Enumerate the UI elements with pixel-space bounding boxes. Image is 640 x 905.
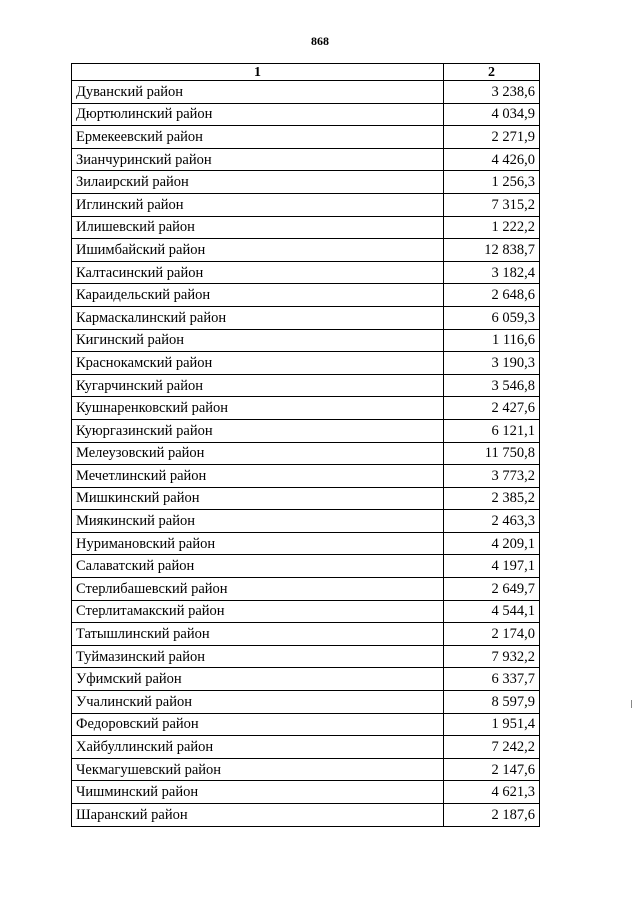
table-row xyxy=(72,713,540,736)
district-value-cell: 2 271,9 xyxy=(444,126,540,149)
table-row xyxy=(72,758,540,781)
table-row xyxy=(72,645,540,668)
district-value-cell: 7 242,2 xyxy=(444,736,540,759)
district-value-cell: 12 838,7 xyxy=(444,239,540,262)
district-name-cell: Ермекеевский район xyxy=(72,126,444,149)
district-value-cell: 2 649,7 xyxy=(444,578,540,601)
table-row xyxy=(72,578,540,601)
district-value-cell: 3 190,3 xyxy=(444,352,540,375)
district-name-cell: Ишимбайский район xyxy=(72,239,444,262)
district-value-cell: 2 187,6 xyxy=(444,804,540,827)
district-value-cell: 7 315,2 xyxy=(444,193,540,216)
table-row xyxy=(72,239,540,262)
table-row xyxy=(72,736,540,759)
table-body xyxy=(72,81,540,827)
district-name-cell: Мелеузовский район xyxy=(72,442,444,465)
district-name-cell: Хайбуллинский район xyxy=(72,736,444,759)
column-header-value: 2 xyxy=(444,64,540,81)
table-row xyxy=(72,103,540,126)
column-header-name: 1 xyxy=(72,64,444,81)
district-values-table xyxy=(71,63,540,827)
district-value-cell: 2 147,6 xyxy=(444,758,540,781)
district-name-cell: Мечетлинский район xyxy=(72,465,444,488)
district-value-cell: 4 197,1 xyxy=(444,555,540,578)
district-value-cell: 2 463,3 xyxy=(444,510,540,533)
district-name-cell: Дюртюлинский район xyxy=(72,103,444,126)
table-row xyxy=(72,668,540,691)
table-row xyxy=(72,397,540,420)
table-row xyxy=(72,193,540,216)
district-value-cell: 8 597,9 xyxy=(444,691,540,714)
district-value-cell: 2 648,6 xyxy=(444,284,540,307)
table-header-row xyxy=(72,64,540,81)
table-row xyxy=(72,804,540,827)
edge-mark xyxy=(631,700,632,708)
page-number: 868 xyxy=(311,34,329,48)
district-value-cell: 4 034,9 xyxy=(444,103,540,126)
table-row xyxy=(72,442,540,465)
district-name-cell: Татышлинский район xyxy=(72,623,444,646)
district-value-cell: 2 385,2 xyxy=(444,487,540,510)
district-value-cell: 4 621,3 xyxy=(444,781,540,804)
table-row xyxy=(72,171,540,194)
district-name-cell: Салаватский район xyxy=(72,555,444,578)
district-value-cell: 11 750,8 xyxy=(444,442,540,465)
district-name-cell: Стерлитамакский район xyxy=(72,600,444,623)
table-row xyxy=(72,532,540,555)
district-name-cell: Кигинский район xyxy=(72,329,444,352)
district-value-cell: 1 222,2 xyxy=(444,216,540,239)
district-name-cell: Шаранский район xyxy=(72,804,444,827)
table-row xyxy=(72,374,540,397)
district-name-cell: Кушнаренковский район xyxy=(72,397,444,420)
district-name-cell: Миякинский район xyxy=(72,510,444,533)
table-row xyxy=(72,781,540,804)
district-name-cell: Туймазинский район xyxy=(72,645,444,668)
district-value-cell: 7 932,2 xyxy=(444,645,540,668)
district-name-cell: Уфимский район xyxy=(72,668,444,691)
district-name-cell: Нуримановский район xyxy=(72,532,444,555)
district-name-cell: Калтасинский район xyxy=(72,261,444,284)
district-name-cell: Илишевский район xyxy=(72,216,444,239)
district-value-cell: 2 174,0 xyxy=(444,623,540,646)
table-row xyxy=(72,691,540,714)
district-name-cell: Кармаскалинский район xyxy=(72,306,444,329)
district-name-cell: Чишминский район xyxy=(72,781,444,804)
table-row xyxy=(72,261,540,284)
district-name-cell: Караидельский район xyxy=(72,284,444,307)
district-value-cell: 3 773,2 xyxy=(444,465,540,488)
district-value-cell: 4 544,1 xyxy=(444,600,540,623)
table-row xyxy=(72,555,540,578)
district-name-cell: Учалинский район xyxy=(72,691,444,714)
table-row xyxy=(72,510,540,533)
table-row xyxy=(72,600,540,623)
district-value-cell: 1 951,4 xyxy=(444,713,540,736)
district-value-cell: 1 116,6 xyxy=(444,329,540,352)
table-row xyxy=(72,81,540,104)
table-row xyxy=(72,126,540,149)
district-value-cell: 6 337,7 xyxy=(444,668,540,691)
district-value-cell: 6 059,3 xyxy=(444,306,540,329)
district-name-cell: Куюргазинский район xyxy=(72,419,444,442)
district-name-cell: Дуванский район xyxy=(72,81,444,104)
district-name-cell: Зилаирский район xyxy=(72,171,444,194)
district-value-cell: 2 427,6 xyxy=(444,397,540,420)
district-name-cell: Краснокамский район xyxy=(72,352,444,375)
table-row xyxy=(72,216,540,239)
table-row xyxy=(72,306,540,329)
district-name-cell: Мишкинский район xyxy=(72,487,444,510)
district-value-cell: 3 238,6 xyxy=(444,81,540,104)
district-name-cell: Кугарчинский район xyxy=(72,374,444,397)
district-name-cell: Чекмагушевский район xyxy=(72,758,444,781)
table-row xyxy=(72,419,540,442)
district-value-cell: 3 546,8 xyxy=(444,374,540,397)
table-row xyxy=(72,487,540,510)
table-row xyxy=(72,329,540,352)
table-row xyxy=(72,284,540,307)
district-name-cell: Иглинский район xyxy=(72,193,444,216)
district-value-cell: 4 426,0 xyxy=(444,148,540,171)
table-row xyxy=(72,465,540,488)
table-row xyxy=(72,623,540,646)
table-row xyxy=(72,352,540,375)
district-value-cell: 4 209,1 xyxy=(444,532,540,555)
district-value-cell: 3 182,4 xyxy=(444,261,540,284)
district-value-cell: 6 121,1 xyxy=(444,419,540,442)
table-row xyxy=(72,148,540,171)
district-value-cell: 1 256,3 xyxy=(444,171,540,194)
district-name-cell: Стерлибашевский район xyxy=(72,578,444,601)
district-name-cell: Федоровский район xyxy=(72,713,444,736)
district-name-cell: Зианчуринский район xyxy=(72,148,444,171)
